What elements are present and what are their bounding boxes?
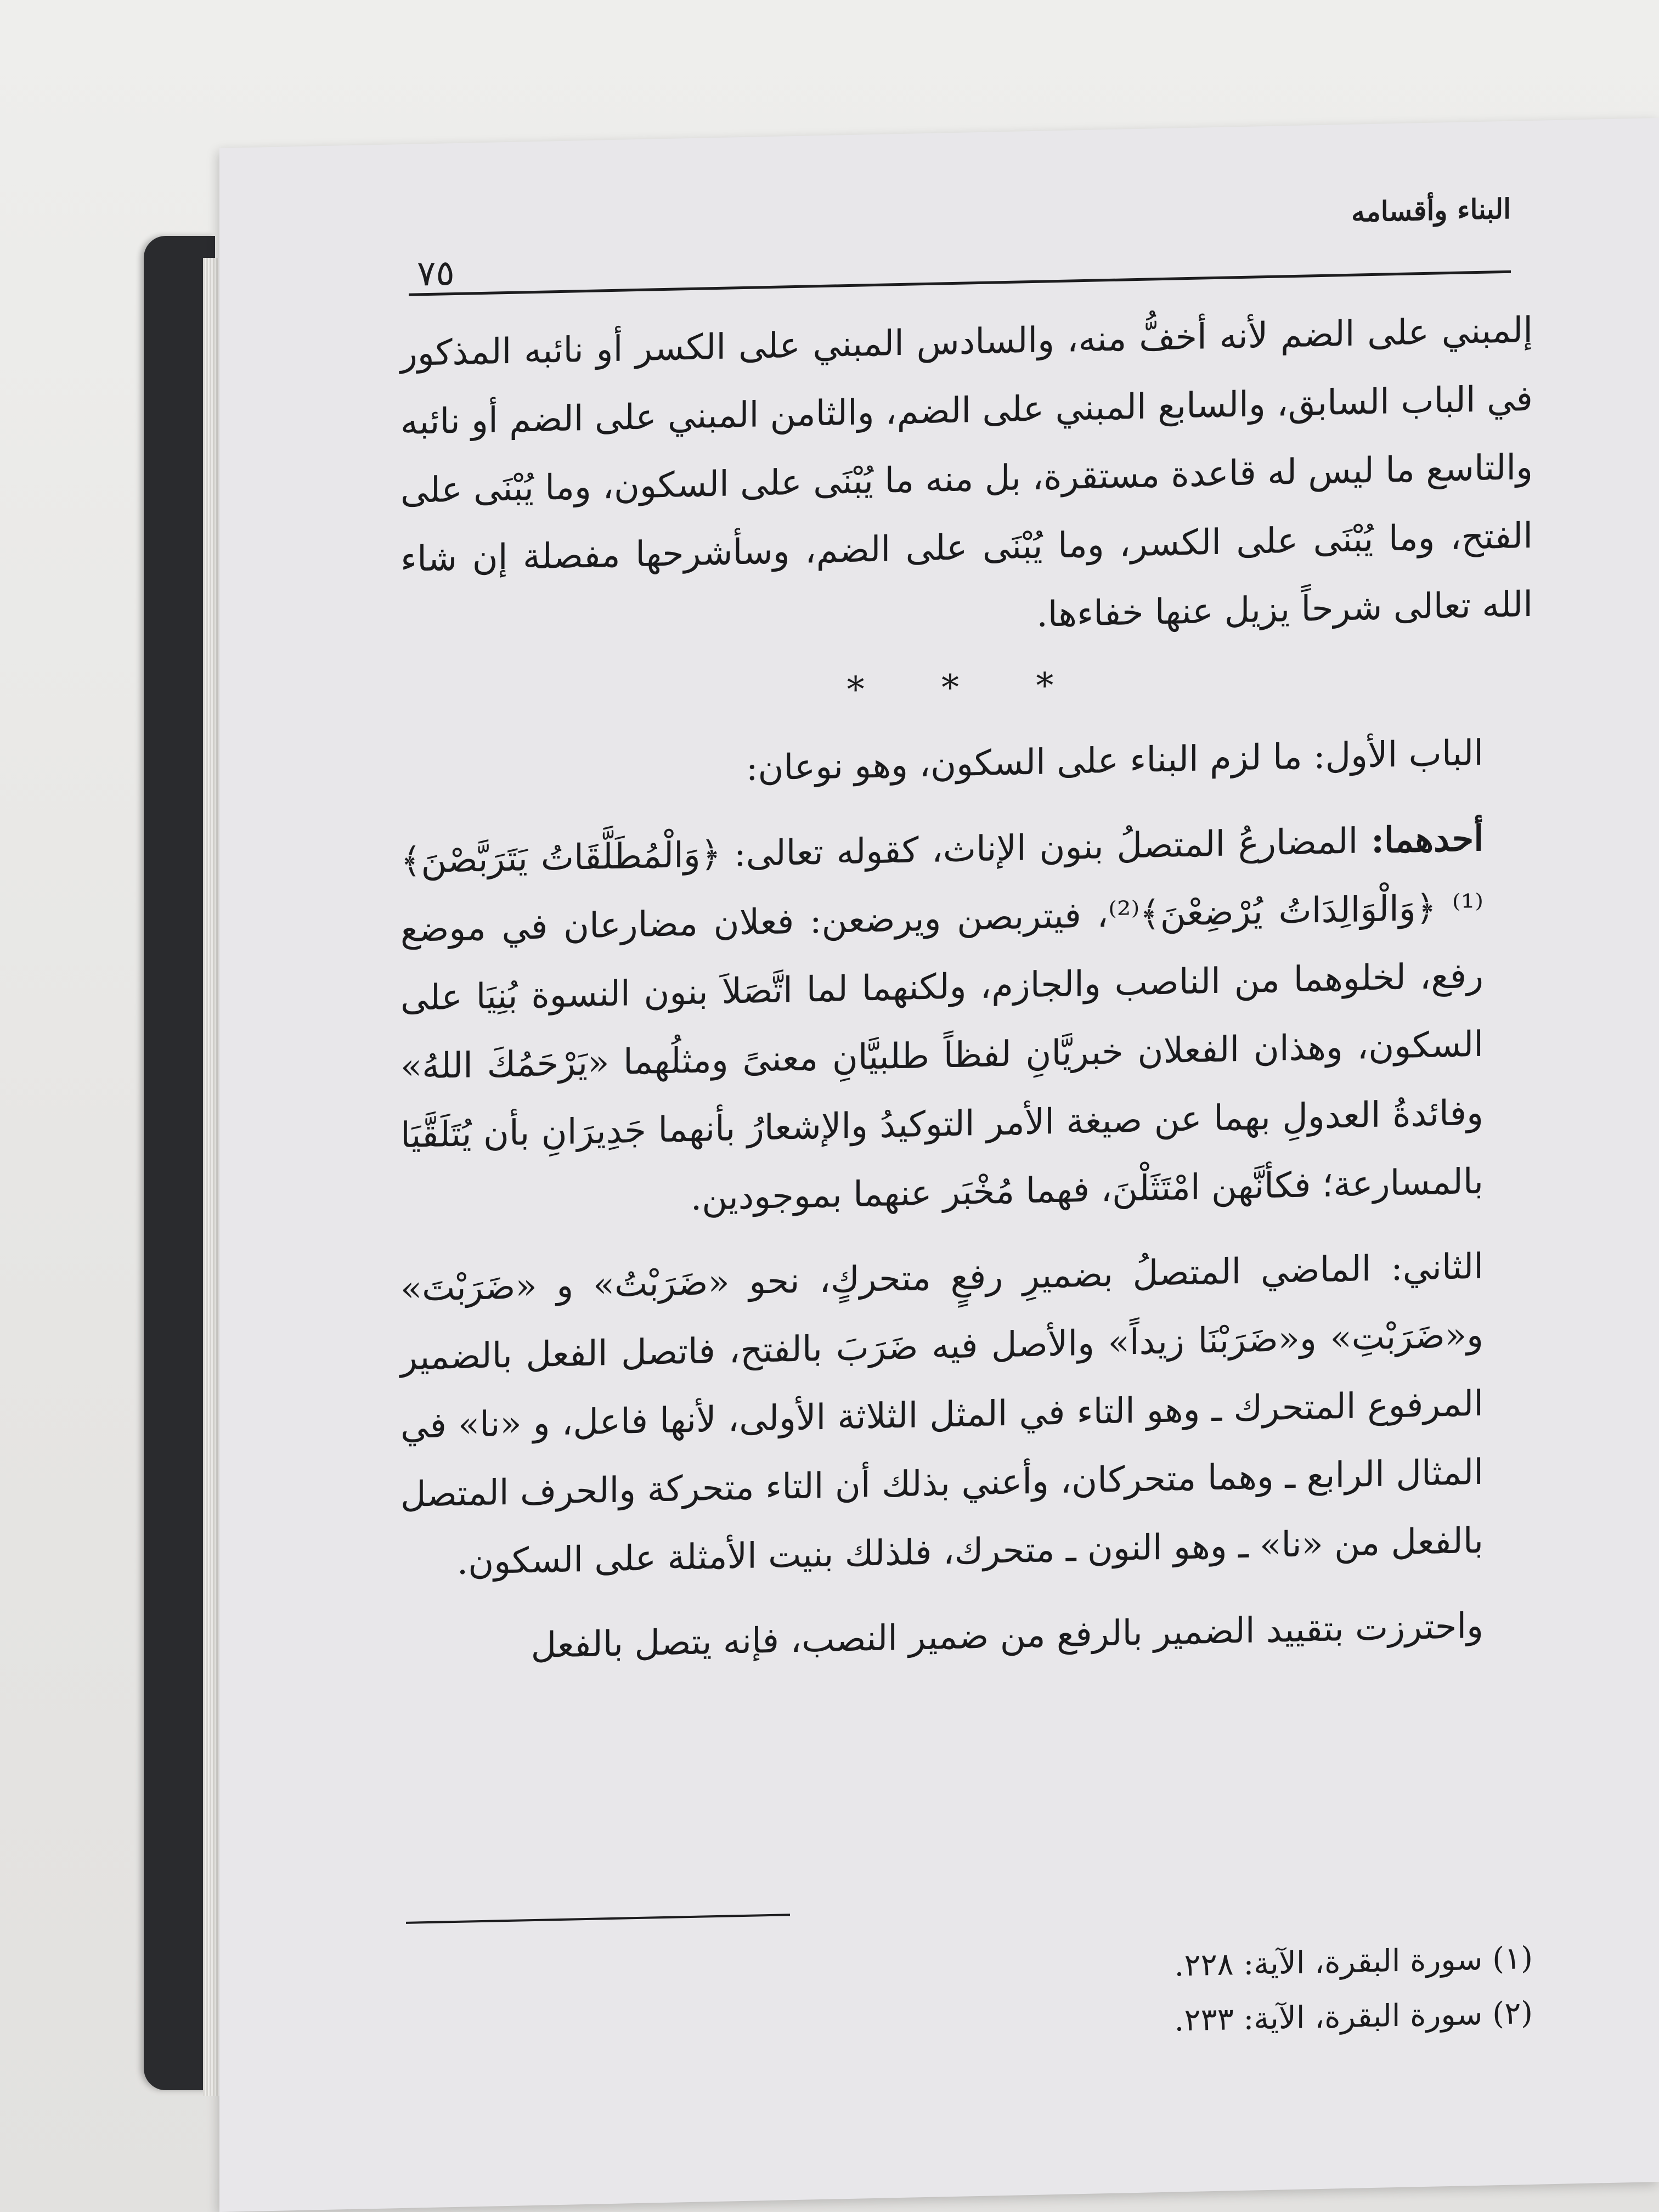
- footnote-rule: [406, 1914, 790, 1924]
- footnote-1: (١) سورة البقرة، الآية: ٢٢٨.: [1174, 1940, 1533, 1984]
- first-label: أحدهما:: [1371, 817, 1483, 862]
- footnote-2: (٢) سورة البقرة، الآية: ٢٣٣.: [1174, 1995, 1533, 2039]
- first-text: المضارعُ المتصلُ بنون الإناث، كقوله تعالى: ﴿وَالْمُطَلَّقَاتُ يَتَرَبَّصْنَ﴾⁽¹⁾ ﴿وَالْوَالِدَاتُ يُرْضِعْنَ﴾⁽²⁾، فيتربصن ويرضعن: فعلان مضارعان في موضع رفع، لخلوهما من الناصب والجازم، ولكنهما لما اتَّصَلاَ بنون النسوة بُنِيَا على السكون، وهذان الفعلان خبريَّانِ لفظاً طلبيَّانِ معنىً ومثلُهما «يَرْحَمُكَ اللهُ» وفائدةُ العدولِ بهما عن صيغة الأمر التوكيدُ والإشعارُ بأنهما جَدِيرَانِ بأن يُتَلَقَّيَا بالمسارعة؛ فكأنَّهن امْتَثَلْنَ، فهما مُخْبَر عنهما بموجودين.: [400, 821, 1484, 1219]
- paragraph-third: واحترزت بتقييد الضمير بالرفع من ضمير النصب، فإنه يتصل بالفعل: [531, 1605, 1483, 1667]
- section-divider: * * *: [847, 664, 1087, 711]
- running-header: البناء وأقسامه: [1351, 192, 1511, 228]
- page-number: ٧٥: [417, 253, 455, 295]
- page-body: [400, 296, 1533, 1683]
- footnotes: [1175, 1931, 1533, 2049]
- book-page: [219, 118, 1659, 2212]
- paragraph-first-type: [400, 803, 1533, 1239]
- header-rule: [409, 270, 1511, 296]
- paragraph-second-type: الثاني: الماضي المتصلُ بضميرِ رفعٍ متحركٍ، نحو «ضَرَبْتُ» و «ضَرَبْتَ» و«ضَرَبْتِ» و«ضَرَبْنَا زيداً» والأصل فيه ضَرَبَ بالفتح، فاتصل الفعل بالضمير المرفوع المتحرك ـ وهو التاء في المثل الثلاثة الأولى، لأنها فاعل، و «نا» في المثال الرابع ـ وهما متحركان، وأعني بذلك أن التاء متحركة والحرف المتصل بالفعل من «نا» ـ وهو النون ـ متحرك، فلذلك بنيت الأمثلة على السكون.: [400, 1246, 1484, 1583]
- chapter-line: الباب الأول: ما لزم البناء على السكون، وهو نوعان:: [746, 732, 1483, 789]
- paragraph-1: إلمبني على الضم لأنه أخفُّ منه، والسادس المبني على الكسر أو نائبه المذكور في الباب السابق، والسابع المبني على الضم، والثامن المبني على الضم أو نائبه والتاسع ما ليس له قاعدة مستقرة، بل منه ما يُبْنَى على السكون، وما يُبْنَى على الفتح، وما يُبْنَى على الكسر، وما يُبْنَى على الضم، وسأشرحها مفصلة إن شاء الله تعالى شرحاً يزيل عنها خفاءها.: [400, 309, 1533, 635]
